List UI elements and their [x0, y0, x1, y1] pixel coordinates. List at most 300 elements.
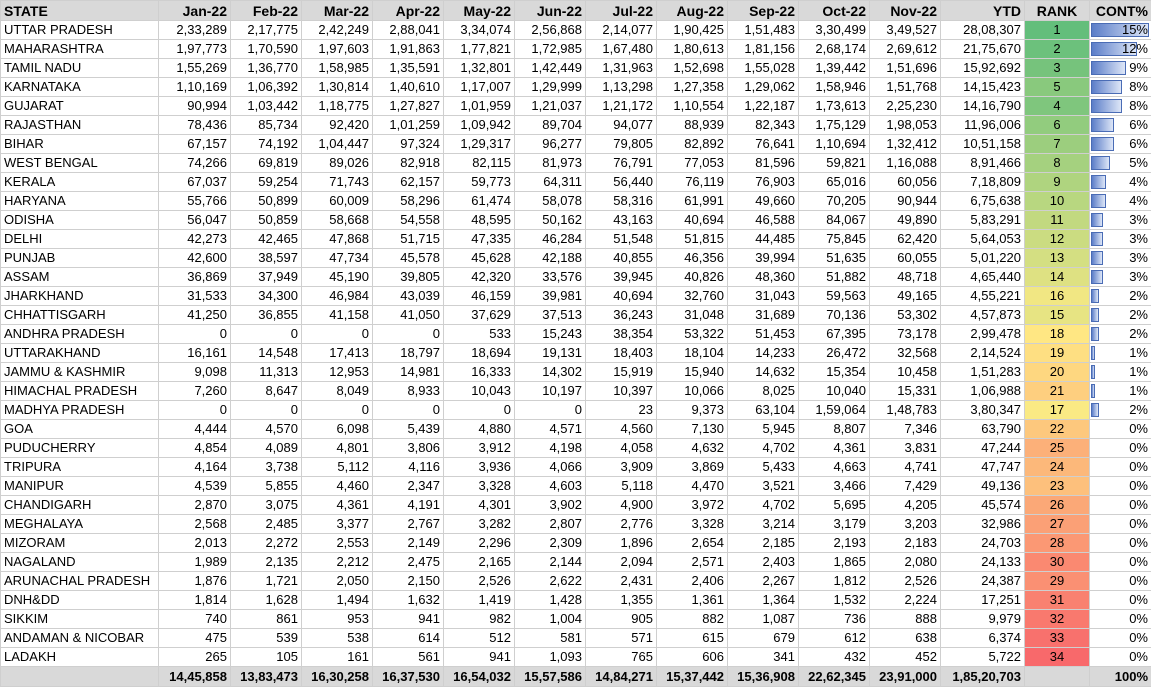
contribution-cell[interactable] [1090, 344, 1151, 363]
month-cell[interactable]: 2,094 [586, 553, 657, 572]
month-cell[interactable]: 3,203 [870, 515, 941, 534]
month-cell[interactable]: 51,715 [373, 230, 444, 249]
contribution-cell[interactable] [1090, 458, 1151, 477]
month-cell[interactable]: 67,157 [159, 135, 231, 154]
month-cell[interactable]: 15,919 [586, 363, 657, 382]
ytd-cell[interactable]: 7,18,809 [941, 173, 1025, 192]
month-cell[interactable]: 97,324 [373, 135, 444, 154]
state-cell[interactable]: CHHATTISGARH [1, 306, 159, 325]
month-cell[interactable]: 62,157 [373, 173, 444, 192]
month-cell[interactable]: 2,183 [870, 534, 941, 553]
month-cell[interactable]: 42,465 [231, 230, 302, 249]
month-cell[interactable]: 3,30,499 [799, 21, 870, 40]
month-cell[interactable]: 4,900 [586, 496, 657, 515]
rank-cell[interactable]: 16 [1025, 287, 1090, 306]
total-month-cell[interactable]: 15,37,442 [657, 667, 728, 687]
contribution-cell[interactable] [1090, 439, 1151, 458]
ytd-cell[interactable]: 5,83,291 [941, 211, 1025, 230]
month-cell[interactable]: 48,595 [444, 211, 515, 230]
month-cell[interactable]: 512 [444, 629, 515, 648]
month-cell[interactable]: 1,093 [515, 648, 586, 667]
state-cell[interactable]: ASSAM [1, 268, 159, 287]
column-header[interactable]: Mar-22 [302, 1, 373, 21]
month-cell[interactable]: 67,037 [159, 173, 231, 192]
rank-cell[interactable]: 24 [1025, 458, 1090, 477]
month-cell[interactable]: 1,10,169 [159, 78, 231, 97]
contribution-cell[interactable] [1090, 553, 1151, 572]
month-cell[interactable]: 40,855 [586, 249, 657, 268]
month-cell[interactable]: 1,35,591 [373, 59, 444, 78]
month-cell[interactable]: 39,981 [515, 287, 586, 306]
month-cell[interactable]: 941 [373, 610, 444, 629]
month-cell[interactable]: 1,628 [231, 591, 302, 610]
month-cell[interactable]: 1,27,827 [373, 97, 444, 116]
rank-cell[interactable]: 19 [1025, 344, 1090, 363]
month-cell[interactable]: 4,066 [515, 458, 586, 477]
month-cell[interactable]: 2,68,174 [799, 40, 870, 59]
ytd-cell[interactable]: 1,06,988 [941, 382, 1025, 401]
ytd-cell[interactable]: 4,65,440 [941, 268, 1025, 287]
month-cell[interactable]: 4,539 [159, 477, 231, 496]
month-cell[interactable]: 76,791 [586, 154, 657, 173]
month-cell[interactable]: 1,72,985 [515, 40, 586, 59]
month-cell[interactable]: 1,13,298 [586, 78, 657, 97]
month-cell[interactable]: 51,635 [799, 249, 870, 268]
month-cell[interactable]: 2,272 [231, 534, 302, 553]
rank-cell[interactable]: 17 [1025, 401, 1090, 420]
month-cell[interactable]: 8,025 [728, 382, 799, 401]
month-cell[interactable]: 45,190 [302, 268, 373, 287]
month-cell[interactable]: 82,343 [728, 116, 799, 135]
month-cell[interactable]: 51,882 [799, 268, 870, 287]
month-cell[interactable]: 18,104 [657, 344, 728, 363]
month-cell[interactable]: 614 [373, 629, 444, 648]
month-cell[interactable]: 74,192 [231, 135, 302, 154]
month-cell[interactable]: 533 [444, 325, 515, 344]
month-cell[interactable]: 1,30,814 [302, 78, 373, 97]
month-cell[interactable]: 0 [373, 401, 444, 420]
contribution-cell[interactable] [1090, 306, 1151, 325]
state-cell[interactable]: TRIPURA [1, 458, 159, 477]
month-cell[interactable]: 1,27,358 [657, 78, 728, 97]
month-cell[interactable]: 14,548 [231, 344, 302, 363]
month-cell[interactable]: 2,080 [870, 553, 941, 572]
state-cell[interactable]: MEGHALAYA [1, 515, 159, 534]
month-cell[interactable]: 0 [231, 325, 302, 344]
month-cell[interactable]: 15,354 [799, 363, 870, 382]
column-header[interactable]: RANK [1025, 1, 1090, 21]
month-cell[interactable]: 9,098 [159, 363, 231, 382]
month-cell[interactable]: 31,043 [728, 287, 799, 306]
month-cell[interactable]: 1,77,821 [444, 40, 515, 59]
contribution-cell[interactable] [1090, 230, 1151, 249]
contribution-cell[interactable] [1090, 40, 1151, 59]
month-cell[interactable]: 861 [231, 610, 302, 629]
month-cell[interactable]: 4,205 [870, 496, 941, 515]
ytd-cell[interactable]: 10,51,158 [941, 135, 1025, 154]
state-cell[interactable]: ANDHRA PRADESH [1, 325, 159, 344]
state-cell[interactable]: HIMACHAL PRADESH [1, 382, 159, 401]
state-cell[interactable]: GUJARAT [1, 97, 159, 116]
month-cell[interactable]: 47,734 [302, 249, 373, 268]
month-cell[interactable]: 9,373 [657, 401, 728, 420]
month-cell[interactable]: 46,984 [302, 287, 373, 306]
total-month-cell[interactable]: 16,54,032 [444, 667, 515, 687]
month-cell[interactable]: 2,144 [515, 553, 586, 572]
state-cell[interactable]: TAMIL NADU [1, 59, 159, 78]
ytd-cell[interactable]: 24,703 [941, 534, 1025, 553]
month-cell[interactable]: 1,52,698 [657, 59, 728, 78]
month-cell[interactable]: 36,243 [586, 306, 657, 325]
month-cell[interactable]: 888 [870, 610, 941, 629]
month-cell[interactable]: 37,513 [515, 306, 586, 325]
ytd-cell[interactable]: 6,75,638 [941, 192, 1025, 211]
month-cell[interactable]: 2,193 [799, 534, 870, 553]
month-cell[interactable]: 4,361 [302, 496, 373, 515]
month-cell[interactable]: 2,526 [870, 572, 941, 591]
month-cell[interactable]: 612 [799, 629, 870, 648]
month-cell[interactable]: 33,576 [515, 268, 586, 287]
month-cell[interactable]: 94,077 [586, 116, 657, 135]
month-cell[interactable]: 82,892 [657, 135, 728, 154]
ytd-cell[interactable]: 28,08,307 [941, 21, 1025, 40]
month-cell[interactable]: 32,568 [870, 344, 941, 363]
month-cell[interactable]: 1,364 [728, 591, 799, 610]
month-cell[interactable]: 10,197 [515, 382, 586, 401]
month-cell[interactable]: 4,191 [373, 496, 444, 515]
month-cell[interactable]: 16,161 [159, 344, 231, 363]
month-cell[interactable]: 1,32,801 [444, 59, 515, 78]
month-cell[interactable]: 37,949 [231, 268, 302, 287]
month-cell[interactable]: 71,743 [302, 173, 373, 192]
month-cell[interactable]: 8,049 [302, 382, 373, 401]
month-cell[interactable]: 17,413 [302, 344, 373, 363]
month-cell[interactable]: 1,98,053 [870, 116, 941, 135]
ytd-cell[interactable]: 2,14,524 [941, 344, 1025, 363]
month-cell[interactable]: 90,994 [159, 97, 231, 116]
month-cell[interactable]: 59,773 [444, 173, 515, 192]
month-cell[interactable]: 5,439 [373, 420, 444, 439]
month-cell[interactable]: 2,88,041 [373, 21, 444, 40]
month-cell[interactable]: 1,73,613 [799, 97, 870, 116]
month-cell[interactable]: 31,689 [728, 306, 799, 325]
month-cell[interactable]: 4,570 [231, 420, 302, 439]
month-cell[interactable]: 58,078 [515, 192, 586, 211]
month-cell[interactable]: 2,309 [515, 534, 586, 553]
month-cell[interactable]: 3,806 [373, 439, 444, 458]
month-cell[interactable]: 2,485 [231, 515, 302, 534]
ytd-cell[interactable]: 17,251 [941, 591, 1025, 610]
month-cell[interactable]: 4,116 [373, 458, 444, 477]
month-cell[interactable]: 76,119 [657, 173, 728, 192]
month-cell[interactable]: 4,702 [728, 439, 799, 458]
column-header[interactable]: Jan-22 [159, 1, 231, 21]
month-cell[interactable]: 51,453 [728, 325, 799, 344]
month-cell[interactable]: 4,801 [302, 439, 373, 458]
month-cell[interactable]: 78,436 [159, 116, 231, 135]
total-contribution-cell[interactable]: 100% [1090, 667, 1151, 687]
month-cell[interactable]: 4,460 [302, 477, 373, 496]
month-cell[interactable]: 7,346 [870, 420, 941, 439]
contribution-cell[interactable] [1090, 382, 1151, 401]
month-cell[interactable]: 1,91,863 [373, 40, 444, 59]
total-month-cell[interactable]: 15,36,908 [728, 667, 799, 687]
month-cell[interactable]: 1,90,425 [657, 21, 728, 40]
month-cell[interactable]: 46,159 [444, 287, 515, 306]
month-cell[interactable]: 50,162 [515, 211, 586, 230]
month-cell[interactable]: 1,81,156 [728, 40, 799, 59]
month-cell[interactable]: 2,165 [444, 553, 515, 572]
month-cell[interactable]: 1,532 [799, 591, 870, 610]
month-cell[interactable]: 679 [728, 629, 799, 648]
month-cell[interactable]: 3,909 [586, 458, 657, 477]
month-cell[interactable]: 2,212 [302, 553, 373, 572]
month-cell[interactable]: 4,470 [657, 477, 728, 496]
month-cell[interactable]: 65,016 [799, 173, 870, 192]
rank-cell[interactable]: 12 [1025, 230, 1090, 249]
month-cell[interactable]: 1,31,963 [586, 59, 657, 78]
month-cell[interactable]: 3,179 [799, 515, 870, 534]
month-cell[interactable]: 56,047 [159, 211, 231, 230]
month-cell[interactable]: 561 [373, 648, 444, 667]
rank-cell[interactable]: 22 [1025, 420, 1090, 439]
month-cell[interactable]: 1,51,483 [728, 21, 799, 40]
month-cell[interactable]: 4,058 [586, 439, 657, 458]
month-cell[interactable]: 90,944 [870, 192, 941, 211]
month-cell[interactable]: 60,055 [870, 249, 941, 268]
month-cell[interactable]: 3,521 [728, 477, 799, 496]
contribution-cell[interactable] [1090, 477, 1151, 496]
month-cell[interactable]: 4,361 [799, 439, 870, 458]
rank-cell[interactable]: 6 [1025, 116, 1090, 135]
ytd-cell[interactable]: 8,91,466 [941, 154, 1025, 173]
ytd-cell[interactable]: 21,75,670 [941, 40, 1025, 59]
month-cell[interactable]: 49,890 [870, 211, 941, 230]
month-cell[interactable]: 10,066 [657, 382, 728, 401]
month-cell[interactable]: 740 [159, 610, 231, 629]
month-cell[interactable]: 5,118 [586, 477, 657, 496]
month-cell[interactable]: 69,819 [231, 154, 302, 173]
state-cell[interactable]: UTTAR PRADESH [1, 21, 159, 40]
month-cell[interactable]: 50,859 [231, 211, 302, 230]
month-cell[interactable]: 265 [159, 648, 231, 667]
state-cell[interactable]: PUDUCHERRY [1, 439, 159, 458]
month-cell[interactable]: 0 [373, 325, 444, 344]
month-cell[interactable]: 105 [231, 648, 302, 667]
month-cell[interactable]: 4,560 [586, 420, 657, 439]
rank-cell[interactable]: 1 [1025, 21, 1090, 40]
month-cell[interactable]: 941 [444, 648, 515, 667]
month-cell[interactable]: 8,807 [799, 420, 870, 439]
month-cell[interactable]: 0 [444, 401, 515, 420]
state-cell[interactable]: GOA [1, 420, 159, 439]
ytd-cell[interactable]: 4,55,221 [941, 287, 1025, 306]
state-cell[interactable]: SIKKIM [1, 610, 159, 629]
rank-cell[interactable]: 25 [1025, 439, 1090, 458]
ytd-cell[interactable]: 32,986 [941, 515, 1025, 534]
contribution-cell[interactable] [1090, 629, 1151, 648]
month-cell[interactable]: 3,34,074 [444, 21, 515, 40]
month-cell[interactable]: 5,112 [302, 458, 373, 477]
month-cell[interactable]: 15,243 [515, 325, 586, 344]
month-cell[interactable]: 1,18,775 [302, 97, 373, 116]
total-month-cell[interactable]: 22,62,345 [799, 667, 870, 687]
month-cell[interactable]: 46,588 [728, 211, 799, 230]
month-cell[interactable]: 43,163 [586, 211, 657, 230]
month-cell[interactable]: 2,69,612 [870, 40, 941, 59]
month-cell[interactable]: 51,815 [657, 230, 728, 249]
month-cell[interactable]: 14,233 [728, 344, 799, 363]
month-cell[interactable]: 49,660 [728, 192, 799, 211]
state-cell[interactable]: RAJASTHAN [1, 116, 159, 135]
month-cell[interactable]: 2,135 [231, 553, 302, 572]
state-cell[interactable]: MAHARASHTRA [1, 40, 159, 59]
total-month-cell[interactable]: 16,37,530 [373, 667, 444, 687]
month-cell[interactable]: 39,805 [373, 268, 444, 287]
month-cell[interactable]: 2,767 [373, 515, 444, 534]
contribution-cell[interactable] [1090, 610, 1151, 629]
ytd-cell[interactable]: 9,979 [941, 610, 1025, 629]
month-cell[interactable]: 47,335 [444, 230, 515, 249]
month-cell[interactable]: 55,766 [159, 192, 231, 211]
month-cell[interactable]: 1,896 [586, 534, 657, 553]
column-header[interactable]: YTD [941, 1, 1025, 21]
month-cell[interactable]: 3,49,527 [870, 21, 941, 40]
state-cell[interactable]: WEST BENGAL [1, 154, 159, 173]
month-cell[interactable]: 0 [231, 401, 302, 420]
month-cell[interactable]: 46,284 [515, 230, 586, 249]
month-cell[interactable]: 39,994 [728, 249, 799, 268]
month-cell[interactable]: 1,51,696 [870, 59, 941, 78]
month-cell[interactable]: 1,36,770 [231, 59, 302, 78]
rank-cell[interactable]: 5 [1025, 78, 1090, 97]
month-cell[interactable]: 2,14,077 [586, 21, 657, 40]
month-cell[interactable]: 475 [159, 629, 231, 648]
month-cell[interactable]: 1,75,129 [799, 116, 870, 135]
month-cell[interactable]: 1,55,269 [159, 59, 231, 78]
month-cell[interactable]: 1,865 [799, 553, 870, 572]
month-cell[interactable]: 8,647 [231, 382, 302, 401]
month-cell[interactable]: 40,826 [657, 268, 728, 287]
month-cell[interactable]: 0 [159, 401, 231, 420]
month-cell[interactable]: 44,485 [728, 230, 799, 249]
month-cell[interactable]: 4,741 [870, 458, 941, 477]
month-cell[interactable]: 36,855 [231, 306, 302, 325]
month-cell[interactable]: 10,043 [444, 382, 515, 401]
state-cell[interactable]: KERALA [1, 173, 159, 192]
month-cell[interactable]: 1,989 [159, 553, 231, 572]
month-cell[interactable]: 4,571 [515, 420, 586, 439]
month-cell[interactable]: 3,972 [657, 496, 728, 515]
month-cell[interactable]: 1,29,062 [728, 78, 799, 97]
state-cell[interactable]: ANDAMAN & NICOBAR [1, 629, 159, 648]
contribution-cell[interactable] [1090, 287, 1151, 306]
month-cell[interactable]: 571 [586, 629, 657, 648]
ytd-cell[interactable]: 47,747 [941, 458, 1025, 477]
month-cell[interactable]: 41,250 [159, 306, 231, 325]
month-cell[interactable]: 59,254 [231, 173, 302, 192]
rank-cell[interactable]: 11 [1025, 211, 1090, 230]
month-cell[interactable]: 1,494 [302, 591, 373, 610]
month-cell[interactable]: 1,42,449 [515, 59, 586, 78]
ytd-cell[interactable]: 4,57,873 [941, 306, 1025, 325]
ytd-cell[interactable]: 49,136 [941, 477, 1025, 496]
state-cell[interactable]: UTTARAKHAND [1, 344, 159, 363]
contribution-cell[interactable] [1090, 648, 1151, 667]
rank-cell[interactable]: 8 [1025, 154, 1090, 173]
state-cell[interactable]: MANIPUR [1, 477, 159, 496]
month-cell[interactable]: 15,940 [657, 363, 728, 382]
rank-cell[interactable]: 32 [1025, 610, 1090, 629]
total-month-cell[interactable]: 13,83,473 [231, 667, 302, 687]
rank-cell[interactable]: 10 [1025, 192, 1090, 211]
month-cell[interactable]: 581 [515, 629, 586, 648]
month-cell[interactable]: 2,568 [159, 515, 231, 534]
month-cell[interactable]: 2,526 [444, 572, 515, 591]
month-cell[interactable]: 42,188 [515, 249, 586, 268]
month-cell[interactable]: 1,80,613 [657, 40, 728, 59]
ytd-cell[interactable]: 24,387 [941, 572, 1025, 591]
state-cell[interactable]: DELHI [1, 230, 159, 249]
month-cell[interactable]: 4,663 [799, 458, 870, 477]
month-cell[interactable]: 3,466 [799, 477, 870, 496]
month-cell[interactable]: 18,694 [444, 344, 515, 363]
month-cell[interactable]: 6,098 [302, 420, 373, 439]
month-cell[interactable]: 2,870 [159, 496, 231, 515]
month-cell[interactable]: 45,578 [373, 249, 444, 268]
contribution-cell[interactable] [1090, 534, 1151, 553]
rank-cell[interactable]: 29 [1025, 572, 1090, 591]
month-cell[interactable]: 1,67,480 [586, 40, 657, 59]
month-cell[interactable]: 70,205 [799, 192, 870, 211]
ytd-cell[interactable]: 5,64,053 [941, 230, 1025, 249]
rank-cell[interactable]: 7 [1025, 135, 1090, 154]
month-cell[interactable]: 1,21,172 [586, 97, 657, 116]
month-cell[interactable]: 43,039 [373, 287, 444, 306]
contribution-cell[interactable] [1090, 572, 1151, 591]
month-cell[interactable]: 1,876 [159, 572, 231, 591]
month-cell[interactable]: 48,718 [870, 268, 941, 287]
month-cell[interactable]: 2,347 [373, 477, 444, 496]
month-cell[interactable]: 42,273 [159, 230, 231, 249]
column-header[interactable]: Jul-22 [586, 1, 657, 21]
state-cell[interactable]: JHARKHAND [1, 287, 159, 306]
month-cell[interactable]: 37,629 [444, 306, 515, 325]
contribution-cell[interactable] [1090, 192, 1151, 211]
month-cell[interactable]: 1,97,773 [159, 40, 231, 59]
month-cell[interactable]: 1,419 [444, 591, 515, 610]
month-cell[interactable]: 4,198 [515, 439, 586, 458]
month-cell[interactable]: 89,026 [302, 154, 373, 173]
month-cell[interactable]: 81,596 [728, 154, 799, 173]
month-cell[interactable]: 58,316 [586, 192, 657, 211]
month-cell[interactable]: 60,056 [870, 173, 941, 192]
rank-cell[interactable]: 15 [1025, 306, 1090, 325]
month-cell[interactable]: 3,328 [657, 515, 728, 534]
month-cell[interactable]: 2,56,868 [515, 21, 586, 40]
month-cell[interactable]: 56,440 [586, 173, 657, 192]
month-cell[interactable]: 1,29,317 [444, 135, 515, 154]
month-cell[interactable]: 2,42,249 [302, 21, 373, 40]
rank-cell[interactable]: 18 [1025, 325, 1090, 344]
month-cell[interactable]: 3,075 [231, 496, 302, 515]
month-cell[interactable]: 3,738 [231, 458, 302, 477]
month-cell[interactable]: 1,10,554 [657, 97, 728, 116]
contribution-cell[interactable] [1090, 496, 1151, 515]
month-cell[interactable]: 18,403 [586, 344, 657, 363]
month-cell[interactable]: 4,164 [159, 458, 231, 477]
month-cell[interactable]: 1,22,187 [728, 97, 799, 116]
